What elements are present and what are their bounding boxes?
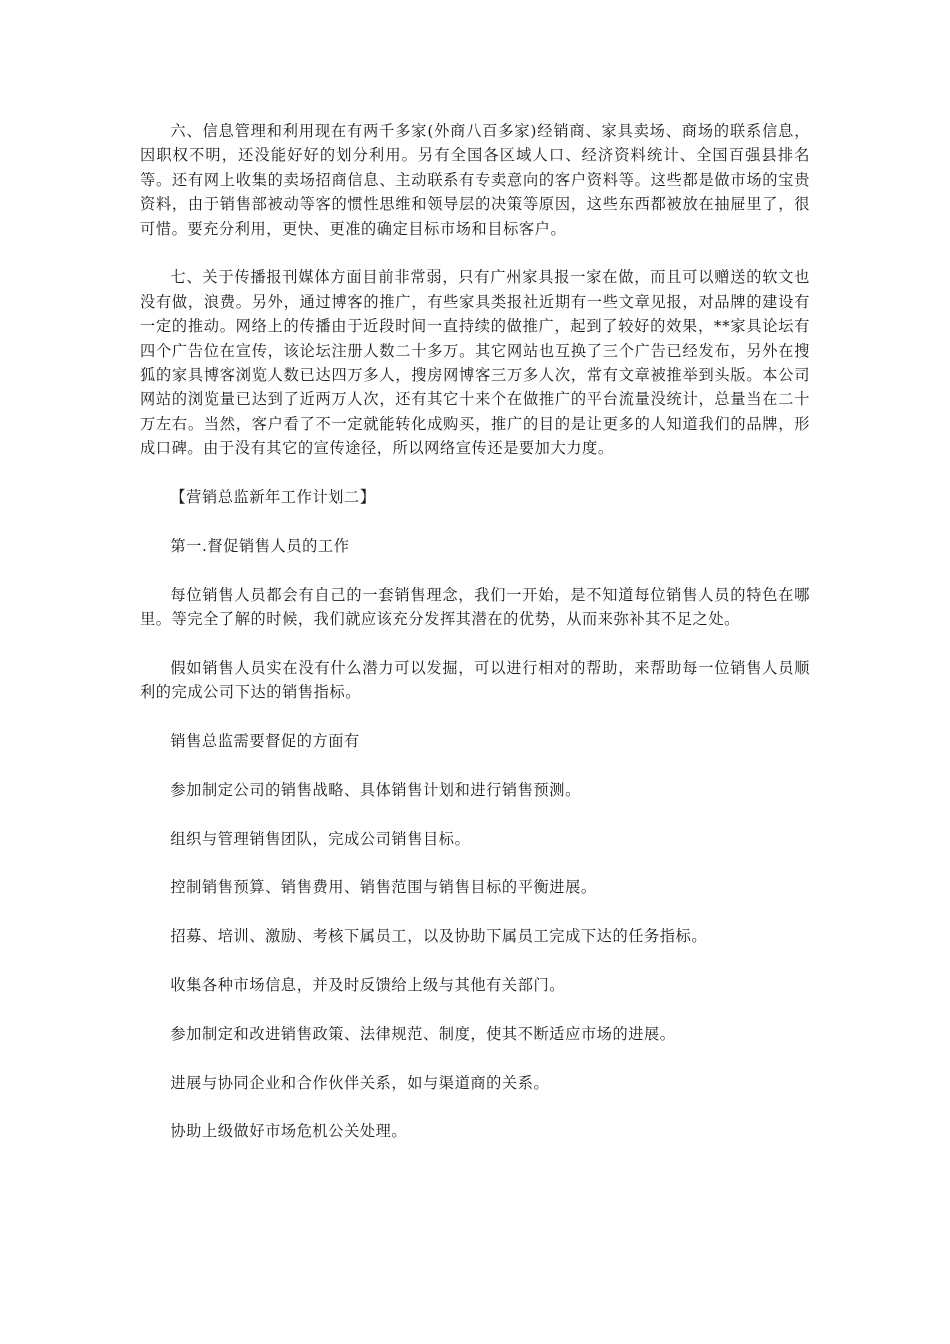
list-item: 协助上级做好市场危机公关处理。 xyxy=(170,1122,408,1141)
list-item: 参加制定和改进销售政策、法律规范、制度，使其不断适应市场的进展。 xyxy=(170,1024,676,1043)
list-intro: 销售总监需要督促的方面有 xyxy=(170,732,360,751)
subsection-heading: 第一.督促销售人员的工作 xyxy=(170,536,350,555)
paragraph-information-management: 六、信息管理和利用现在有两千多家(外商八百多家)经销商、家具卖场、商场的联系信息，因职权不明，还没能好好的划分利用。另有全国各区域人口、经济资料统计、全国百强县排名等。还有网上收集的卖场招商信息、主动联系有专卖意向的客户资料等。这些都是做市场的宝贵资料，由于销售部被动等客的惯性思维和领导层的决策等原因，这些东西都被放在抽屉里了，很可惜。要充分利用，更快、更准的确定目标市场和目标客户。 xyxy=(140,122,810,238)
list-item: 收集各种市场信息，并及时反馈给上级与其他有关部门。 xyxy=(170,976,566,995)
paragraph-sales-philosophy: 每位销售人员都会有自己的一套销售理念，我们一开始，是不知道每位销售人员的特色在哪里。等完全了解的时候，我们就应该充分发挥其潜在的优势，从而来弥补其不足之处。 xyxy=(140,585,810,629)
list-item: 组织与管理销售团队，完成公司销售目标。 xyxy=(170,829,471,848)
list-item: 招募、培训、激励、考核下属员工，以及协助下属员工完成下达的任务指标。 xyxy=(170,927,708,946)
document-body xyxy=(140,119,810,1168)
list-item: 参加制定公司的销售战略、具体销售计划和进行销售预测。 xyxy=(170,780,581,799)
section-heading: 【营销总监新年工作计划二】 xyxy=(170,488,376,507)
list-item: 进展与协同企业和合作伙伴关系，如与渠道商的关系。 xyxy=(170,1073,550,1092)
list-item: 控制销售预算、销售费用、销售范围与销售目标的平衡进展。 xyxy=(170,878,597,897)
paragraph-sales-help: 假如销售人员实在没有什么潜力可以发掘，可以进行相对的帮助，来帮助每一位销售人员顺利的完成公司下达的销售指标。 xyxy=(140,658,810,702)
paragraph-media-communication: 七、关于传播报刊媒体方面目前非常弱，只有广州家具报一家在做，而且可以赠送的软文也没有做，浪费。另外，通过博客的推广，有些家具类报社近期有一些文章见报，对品牌的建设有一定的推动。网络上的传播由于近段时间一直持续的做推广，起到了较好的效果，**家具论坛有四个广告位在宣传，该论坛注册人数二十多万。其它网站也互换了三个广告已经发布，另外在搜狐的家具博客浏览人数已达四万多人，搜房网博客三万多人次，常有文章被推举到头版。本公司网站的浏览量已达到了近两万人次，还有其它十来个在做推广的平台流量没统计，总量当在二十万左右。当然，客户看了不一定就能转化成购买，推广的目的是让更多的人知道我们的品牌，形成口碑。由于没有其它的宣传途径，所以网络宣传还是要加大力度。 xyxy=(140,268,810,458)
